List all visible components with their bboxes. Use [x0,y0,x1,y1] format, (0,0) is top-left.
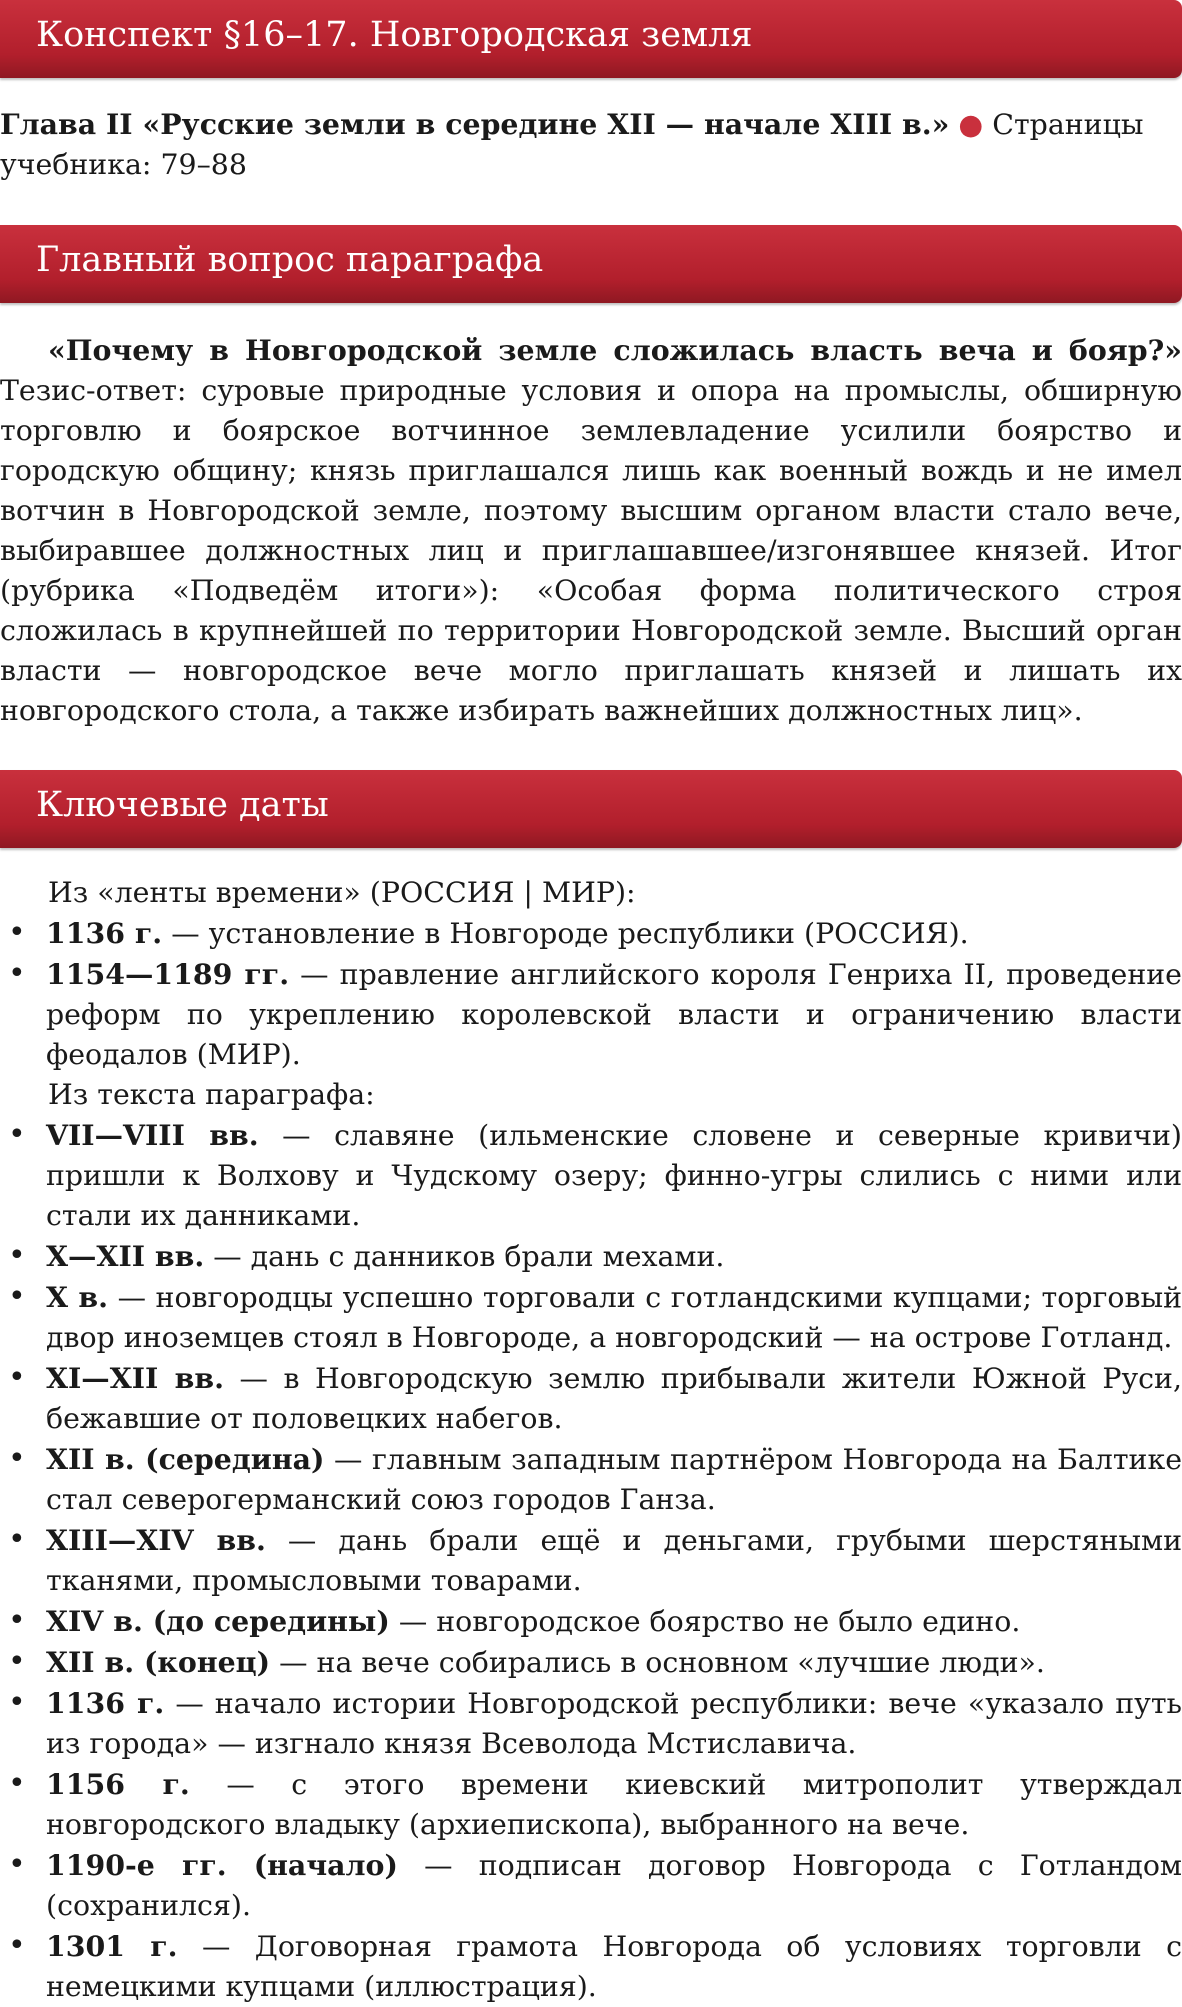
main-question-block [0,330,1182,731]
list-item: • XII в. (середина) — главным западным партнёром Новгорода на Балтике стал северогерманский союз городов Ганза. [0,1439,1182,1520]
list-item: • VII—VIII вв. — славяне (ильменские словене и северные кривичи) пришли к Волхову и Чудскому озеру; финно-угры слились с ними или стали их данниками. [0,1115,1182,1236]
list-item: • 1190-е гг. (начало) — подписан договор Новгорода с Готландом (сохранился). [0,1845,1182,1926]
key-dates-heading: Ключевые даты [36,785,329,825]
text-dates-list [0,1115,1182,2007]
list-item: • XII в. (конец) — на вече собирались в основном «лучшие люди». [0,1642,1182,1683]
title-banner [0,0,1182,78]
list-item: • XI—XII вв. — в Новгородскую землю прибывали жители Южной Руси, бежавшие от половецких набегов. [0,1358,1182,1439]
chapter-info [0,104,1182,185]
list-item: • X—XII вв. — дань с данников брали мехами. [0,1236,1182,1277]
list-item: • 1136 г. — установление в Новгороде республики (РОССИЯ). [0,913,1182,954]
main-question-text: «Почему в Новгородской земле сложилась власть веча и бояр?» [48,333,1182,367]
text-intro: Из текста параграфа: [48,1078,375,1111]
list-item: • XIII—XIV вв. — дань брали ещё и деньгами, грубыми шерстяными тканями, промысловыми товарами. [0,1520,1182,1601]
pages-text: Страницы учебника: 79–88 [0,108,1144,181]
list-item: • X в. — новгородцы успешно торговали с готландскими купцами; торговый двор иноземцев стоял в Новгороде, а новгородский — на острове Готланд. [0,1277,1182,1358]
main-question-answer: Тезис-ответ: суровые природные условия и опора на промыслы, обширную торговлю и боярское вотчинное землевладение усилили боярство и городскую общину; князь приглашался лишь как военный вождь и не имел вотчин в Новгородской земле, поэтому высшим органом власти стало вече, выбиравшее должностных лиц и приглашавшее/изгонявшее князей. Итог (рубрика «Подведём итоги»): «Особая форма политического строя сложилась в крупнейшей по территории Новгородской земле. Высший орган власти — новгородское вече могло приглашать князей и лишать их новгородского стола, а также избирать важнейших должностных лиц». [0,374,1182,727]
separator-dot: ● [958,108,984,141]
main-question-heading: Главный вопрос параграфа [36,240,544,280]
main-question-banner [0,225,1182,303]
list-item: • XIV в. (до середины) — новгородское боярство не было едино. [0,1601,1182,1642]
chapter-label: Глава II «Русские земли в середине XII — начале XIII в.» [0,107,950,141]
key-dates-block [0,873,1182,2007]
list-item: • 1156 г. — с этого времени киевский митрополит утверждал новгородского владыку (архиепископа), выбранного на вече. [0,1764,1182,1845]
list-item: • 1136 г. — начало истории Новгородской республики: вече «указало путь из города» — изгнало князя Всеволода Мстиславича. [0,1683,1182,1764]
timeline-intro: Из «ленты времени» (РОССИЯ | МИР): [48,876,636,909]
list-item: • 1154—1189 гг. — правление английского короля Генриха II, проведение реформ по укреплению королевской власти и ограничению власти феодалов (МИР). [0,954,1182,1075]
page-title: Конспект §16–17. Новгородская земля [36,15,753,55]
timeline-list [0,913,1182,1075]
list-item: • 1301 г. — Договорная грамота Новгорода об условиях торговли с немецкими купцами (иллюстрация). [0,1926,1182,2007]
key-dates-banner [0,770,1182,848]
